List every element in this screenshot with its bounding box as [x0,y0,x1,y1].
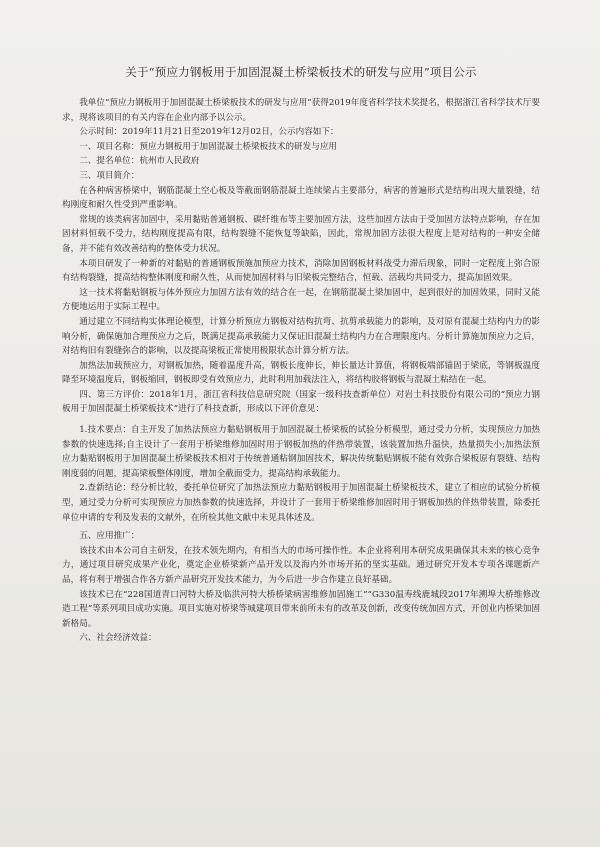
nominating-unit: 二、提名单位：杭州市人民政府 [79,156,200,167]
socioeconomic-heading: 六、社会经济效益： [79,633,157,644]
summary-paragraph-3: 本项目研发了一种新的对黏贴的普通钢板预施加预应力技术，消除加固钢板材料战受力滞后现象，同时一定程度上弥合原有结构裂缝，提高结构整体刚度和耐久性，从而使加固材料与旧梁板完整结合，恒载、活载均共同受力，提高加固效果。 [62,258,540,284]
application-paragraph-2: 该技术已在“228国道青口河特大桥及临洪河特大桥桥梁病害维修加固施工”“G330温寿线鹿城段2017年溯埠大桥维修改造工程”等系列项目成功实施。项目实施对桥梁等城建项目带来前所未有的改革及创新，改变传统加固方式，开创业内桥梁加固新格局。 [62,589,540,629]
application-paragraph-1: 该技术由本公司自主研发，在技术领先期内，有相当大的市场可操作性。本企业将利用本研究成果确保其未来的核心竞争力，通过项目研究成果产业化，奠定企业桥梁新产品开发以及海内外市场开拓的坚实基础。通过研究开发本专项各课题新产品，将有利于增强合作各方新产品研究开发技术能力，为今后进一步合作建立良好基础。 [62,545,540,585]
document-title: 关于“预应力钢板用于加固混凝土桥梁板技术的研发与应用”项目公示 [125,65,477,79]
summary-paragraph-5: 通过建立不同结构实体理论模型，计算分析预应力钢板对结构抗弯、抗剪承载能力的影响，及对原有混凝土结构内力的影响分析，确保施加合理预应力之后，既满足提高承载能力又保证旧混凝土结构内力在合理限度内。分析计算施加预应力之后，对结构旧有裂缝弥合的影响，以及提高梁板正常使用极限状态计算分析方法。 [62,316,540,357]
evaluation-findings [62,423,540,525]
finding-technical-points: 1.技术要点：自主开发了加热法预应力黏贴钢板用于加固混凝土桥梁板的试验分析模型，通过受力分析，实现预应力加热参数的快速选择;自主设计了一套用于桥梁维修加固时用于钢板加热的伴热带装置，该装置加热升温快，热量损失小;加热法预应力黏贴钢板用于加固混凝土桥梁板技术相对于传统普通粘钢加固技术，解决传统黏贴钢板不能有效弥合梁板原有裂缝、结构刚度弱的问题，提高梁板整体刚度，增加全截面受力，提高结构承载能力。 [62,425,540,479]
project-name: 一、项目名称：预应力钢板用于加固混凝土桥梁板技术的研发与应用 [79,141,338,152]
summary-paragraph-4: 这一技术将黏贴钢板与体外预应力加固方法有效的结合在一起，在钢筋混凝土梁加固中，起到很好的加固效果，同时又能方便地运用于实际工程中。 [62,287,540,313]
finding-search-conclusion: 2.查新结论：经分析比较，委托单位研究了加热法预应力黏贴钢板用于加固混凝土桥梁板技术，建立了相应的试验分析模型，通过受力分析可实现预应力加热参数的快速选择，并设计了一套用于桥梁维修加固时用于钢板加热的伴热带装置，除委托单位申请的专利及发表的文献外，在所检其他文献中未见具体述及。 [62,483,540,523]
summary-paragraph-2: 常规的该类病害加固中，采用黏贴普通钢板、碳纤维布等主要加固方法，这些加固方法由于受加固方法特点影响，存在加固材料恒载不受力，结构刚度提高有限，结构裂缝不能恢复等缺陷，因此，常规加固方法很大程度上是对结构的一种安全储备，并不能有效改善结构的整体受力状况。 [62,214,540,254]
publicity-period: 公示时间：2019年11月21日至2019年12月02日，公示内容如下： [79,127,339,138]
intro-paragraph: 我单位“预应力钢板用于加固混凝土桥梁板技术的研发与应用”获得2019年度省科学技术奖提名，根据浙江省科学技术厅要求，现将该项目的有关内容在企业内部予以公示。 [62,98,540,123]
summary-paragraph-1: 在各种病害桥梁中，钢筋混凝土空心板及等截面钢筋混凝土连续梁占主要部分，病害的普遍形式是结构出现大量裂缝，结构刚度和耐久性受到严重影响。 [62,185,540,211]
application-heading: 五、应用推广： [79,531,140,542]
project-summary-heading: 三、项目简介： [79,170,140,181]
third-party-evaluation: 四、第三方评价：2018年1月，浙江省科技信息研究院（国家一级科技查新单位）对岩土科技股份有限公司的“预应力钢板用于加固混凝土桥梁板技术”进行了科技查新，形成以下评价意见： [62,389,540,415]
summary-paragraph-6: 加热法加载预应力，对钢板加热，随着温度升高，钢板长度伸长，伸长量达计算值，将钢板端部锚固于梁底，等钢板温度降至环境温度后，钢板缩回，钢板即受有效预应力，此时利用加载法注入，将结构胶将钢板与混凝土粘结在一起。 [62,360,540,386]
